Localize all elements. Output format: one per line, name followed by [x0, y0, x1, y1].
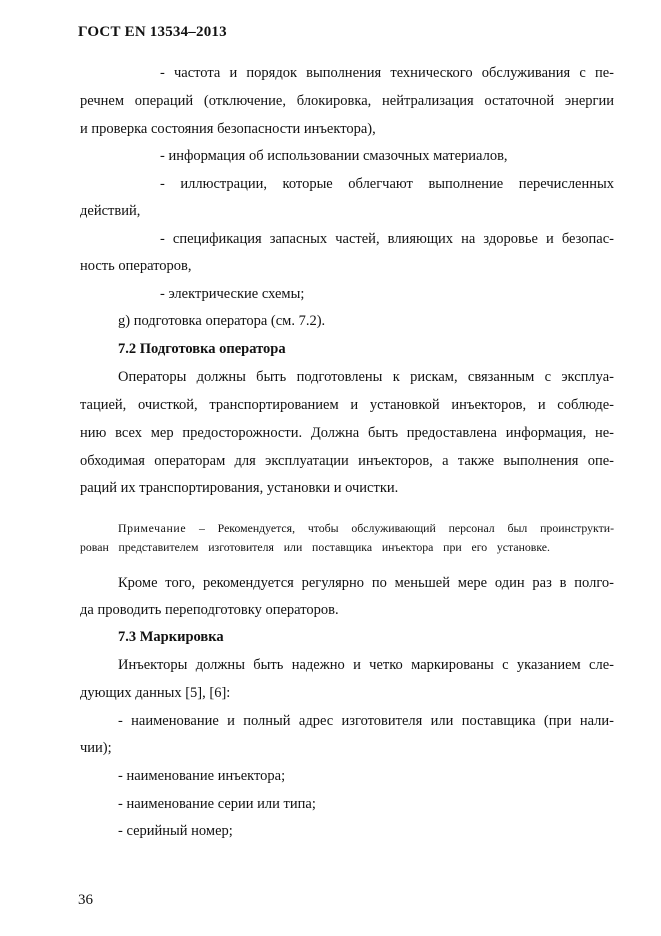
marking-item-injector-name: - наименование инъектора; — [118, 768, 286, 784]
paragraph-7-2-line2: тацией, очисткой, транспортированием и установкой инъекторов, и соблюде- — [80, 397, 614, 413]
marking-item-manufacturer-line1: - наименование и полный адрес изготовителя или поставщика (при нали- — [118, 713, 614, 729]
section-heading-7-3: 7.3 Маркировка — [118, 629, 224, 645]
paragraph-7-2-line4: обходимая операторам для эксплуатации инъекторов, а также выполнения опе- — [80, 453, 614, 469]
list-item-g-operator-training: g) подготовка оператора (см. 7.2). — [118, 313, 326, 329]
list-item-maintenance-line1: - частота и порядок выполнения технического обслуживания с пе- — [160, 65, 614, 81]
note-line1 — [118, 521, 614, 536]
paragraph-retraining-line2: да проводить переподготовку операторов. — [80, 602, 339, 618]
paragraph-7-2-line1: Операторы должны быть подготовлены к рискам, связанным с эксплуа- — [118, 369, 614, 385]
marking-item-series-type: - наименование серии или типа; — [118, 796, 316, 812]
page-number: 36 — [78, 892, 93, 908]
paragraph-retraining-line1: Кроме того, рекомендуется регулярно по меньшей мере один раз в полго- — [118, 575, 614, 591]
section-heading-7-2: 7.2 Подготовка оператора — [118, 341, 286, 357]
list-item-maintenance-line3: и проверка состояния безопасности инъектора), — [80, 121, 376, 137]
list-item-maintenance-line2: речнем операций (отключение, блокировка, нейтрализация остаточной энергии — [80, 93, 614, 109]
note-line2: рован представителем изготовителя или поставщика инъектора при его установке. — [80, 540, 550, 554]
list-item-electrical-diagrams: - электрические схемы; — [160, 286, 305, 302]
note-label: Примечание — [118, 521, 187, 535]
paragraph-7-3-line1: Инъекторы должны быть надежно и четко маркированы с указанием сле- — [118, 657, 614, 673]
paragraph-7-3-line2: дующих данных [5], [6]: — [80, 685, 231, 701]
list-item-illustrations-line2: действий, — [80, 203, 141, 219]
marking-item-manufacturer-line2: чии); — [80, 740, 112, 756]
list-item-spare-parts-line2: ность операторов, — [80, 258, 192, 274]
paragraph-7-2-line3: нию всех мер предосторожности. Должна быть предоставлена информация, не- — [80, 425, 614, 441]
list-item-lubricants: - информация об использовании смазочных материалов, — [160, 148, 508, 164]
note-text-line1: – Рекомендуется, чтобы обслуживающий персонал был проинструкти- — [186, 521, 614, 535]
paragraph-7-2-line5: раций их транспортирования, установки и очистки. — [80, 480, 399, 496]
list-item-spare-parts-line1: - спецификация запасных частей, влияющих на здоровье и безопас- — [160, 231, 614, 247]
marking-item-serial-number: - серийный номер; — [118, 823, 233, 839]
list-item-illustrations-line1: - иллюстрации, которые облегчают выполнение перечисленных — [160, 176, 614, 192]
document-header: ГОСТ EN 13534–2013 — [78, 24, 227, 40]
